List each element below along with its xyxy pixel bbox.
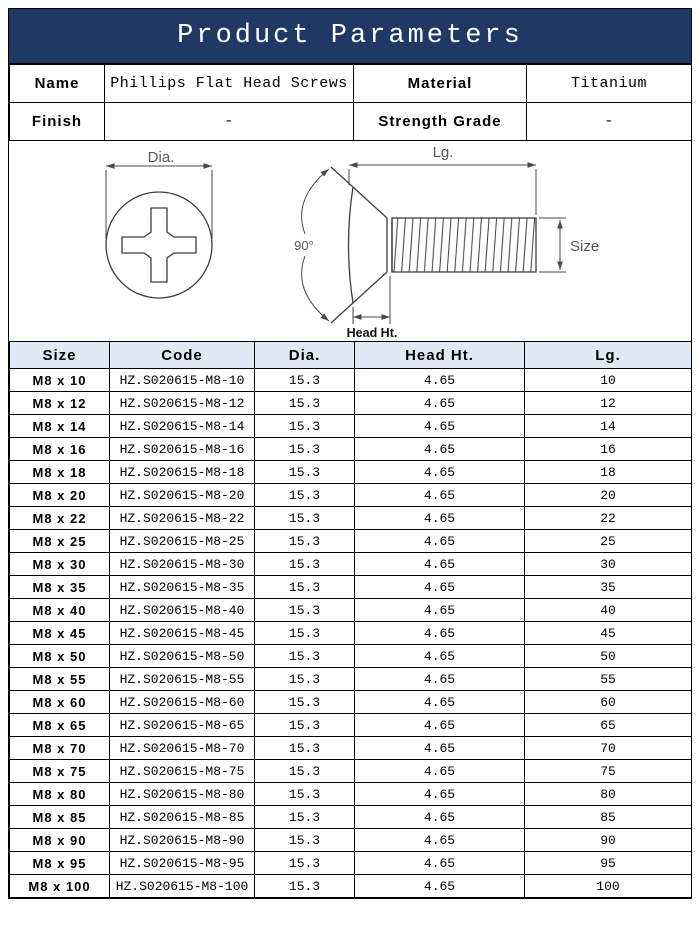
code-cell: HZ.S020615-M8-18 [110, 461, 255, 484]
header-size: Size [10, 342, 110, 369]
table-row [10, 760, 692, 783]
size-cell: M8 x 55 [10, 668, 110, 691]
lg-cell: 20 [525, 484, 692, 507]
head-ht-cell: 4.65 [355, 484, 525, 507]
dia-cell: 15.3 [255, 392, 355, 415]
dia-cell: 15.3 [255, 760, 355, 783]
size-cell: M8 x 30 [10, 553, 110, 576]
technical-drawing-panel [9, 141, 691, 341]
name-label: Name [10, 65, 105, 103]
dia-cell: 15.3 [255, 369, 355, 392]
lg-cell: 40 [525, 599, 692, 622]
side-view [294, 144, 599, 340]
size-cell: M8 x 35 [10, 576, 110, 599]
code-cell: HZ.S020615-M8-55 [110, 668, 255, 691]
table-row [10, 576, 692, 599]
dia-cell: 15.3 [255, 645, 355, 668]
code-cell: HZ.S020615-M8-60 [110, 691, 255, 714]
code-cell: HZ.S020615-M8-90 [110, 829, 255, 852]
dia-cell: 15.3 [255, 691, 355, 714]
code-cell: HZ.S020615-M8-75 [110, 760, 255, 783]
code-cell: HZ.S020615-M8-85 [110, 806, 255, 829]
size-cell: M8 x 45 [10, 622, 110, 645]
phillips-recess-outline [122, 208, 196, 282]
angle-arc-bottom [302, 256, 329, 321]
lg-dimension-label: Lg. [432, 144, 454, 161]
dia-cell: 15.3 [255, 622, 355, 645]
dia-cell: 15.3 [255, 737, 355, 760]
size-spec-table [9, 341, 692, 898]
head-ht-cell: 4.65 [355, 806, 525, 829]
head-ht-cell: 4.65 [355, 760, 525, 783]
name-value: Phillips Flat Head Screws [105, 65, 354, 103]
dia-cell: 15.3 [255, 576, 355, 599]
product-parameters-sheet [8, 8, 692, 899]
head-ht-cell: 4.65 [355, 369, 525, 392]
head-ht-cell: 4.65 [355, 783, 525, 806]
size-cell: M8 x 22 [10, 507, 110, 530]
head-ht-cell: 4.65 [355, 852, 525, 875]
size-cell: M8 x 90 [10, 829, 110, 852]
lg-cell: 75 [525, 760, 692, 783]
size-dimension-label: Size [570, 238, 600, 255]
lg-cell: 16 [525, 438, 692, 461]
head-ht-cell: 4.65 [355, 392, 525, 415]
dia-cell: 15.3 [255, 599, 355, 622]
size-cell: M8 x 60 [10, 691, 110, 714]
dia-cell: 15.3 [255, 507, 355, 530]
lg-cell: 80 [525, 783, 692, 806]
size-cell: M8 x 16 [10, 438, 110, 461]
code-cell: HZ.S020615-M8-30 [110, 553, 255, 576]
size-cell: M8 x 12 [10, 392, 110, 415]
table-row [10, 829, 692, 852]
table-row [10, 806, 692, 829]
screw-technical-drawing [9, 141, 691, 341]
size-cell: M8 x 50 [10, 645, 110, 668]
code-cell: HZ.S020615-M8-95 [110, 852, 255, 875]
head-ht-cell: 4.65 [355, 691, 525, 714]
head-cone-top [331, 167, 387, 218]
head-ht-cell: 4.65 [355, 645, 525, 668]
code-cell: HZ.S020615-M8-100 [110, 875, 255, 898]
dia-cell: 15.3 [255, 438, 355, 461]
threaded-shank [392, 218, 536, 272]
header-code: Code [110, 342, 255, 369]
table-row [10, 622, 692, 645]
head-ht-cell: 4.65 [355, 553, 525, 576]
table-row [10, 507, 692, 530]
code-cell: HZ.S020615-M8-65 [110, 714, 255, 737]
table-row [10, 691, 692, 714]
lg-cell: 60 [525, 691, 692, 714]
head-height-label: Head Ht. [346, 326, 398, 340]
head-cone-bottom [331, 272, 387, 323]
size-cell: M8 x 40 [10, 599, 110, 622]
dia-cell: 15.3 [255, 829, 355, 852]
size-cell: M8 x 80 [10, 783, 110, 806]
lg-cell: 50 [525, 645, 692, 668]
table-row [10, 392, 692, 415]
size-cell: M8 x 10 [10, 369, 110, 392]
size-cell: M8 x 95 [10, 852, 110, 875]
table-row [10, 668, 692, 691]
table-row [10, 714, 692, 737]
header-dia: Dia. [255, 342, 355, 369]
dia-cell: 15.3 [255, 415, 355, 438]
lg-cell: 45 [525, 622, 692, 645]
top-view [106, 149, 212, 298]
strength-grade-label: Strength Grade [354, 103, 527, 141]
lg-cell: 35 [525, 576, 692, 599]
size-cell: M8 x 14 [10, 415, 110, 438]
dia-dimension-label: Dia. [147, 149, 175, 166]
dia-cell: 15.3 [255, 852, 355, 875]
lg-cell: 25 [525, 530, 692, 553]
head-ht-cell: 4.65 [355, 530, 525, 553]
code-cell: HZ.S020615-M8-25 [110, 530, 255, 553]
table-row [10, 783, 692, 806]
head-ht-cell: 4.65 [355, 507, 525, 530]
lg-cell: 90 [525, 829, 692, 852]
dia-cell: 15.3 [255, 461, 355, 484]
code-cell: HZ.S020615-M8-35 [110, 576, 255, 599]
material-value: Titanium [527, 65, 692, 103]
size-cell: M8 x 20 [10, 484, 110, 507]
dia-cell: 15.3 [255, 553, 355, 576]
strength-grade-value: - [527, 103, 692, 141]
head-ht-cell: 4.65 [355, 737, 525, 760]
code-cell: HZ.S020615-M8-16 [110, 438, 255, 461]
table-row [10, 438, 692, 461]
lg-cell: 100 [525, 875, 692, 898]
info-row-name-material [10, 65, 692, 103]
product-info-table [9, 64, 692, 141]
head-face-arc [349, 187, 354, 303]
size-cell: M8 x 70 [10, 737, 110, 760]
code-cell: HZ.S020615-M8-50 [110, 645, 255, 668]
lg-cell: 65 [525, 714, 692, 737]
size-cell: M8 x 18 [10, 461, 110, 484]
header-head-ht: Head Ht. [355, 342, 525, 369]
finish-label: Finish [10, 103, 105, 141]
size-table-header-row [10, 342, 692, 369]
lg-cell: 70 [525, 737, 692, 760]
head-ht-cell: 4.65 [355, 576, 525, 599]
head-ht-cell: 4.65 [355, 599, 525, 622]
size-cell: M8 x 85 [10, 806, 110, 829]
table-row [10, 645, 692, 668]
header-lg: Lg. [525, 342, 692, 369]
size-cell: M8 x 25 [10, 530, 110, 553]
head-ht-cell: 4.65 [355, 829, 525, 852]
code-cell: HZ.S020615-M8-12 [110, 392, 255, 415]
table-row [10, 737, 692, 760]
lg-cell: 12 [525, 392, 692, 415]
head-ht-cell: 4.65 [355, 622, 525, 645]
lg-cell: 85 [525, 806, 692, 829]
code-cell: HZ.S020615-M8-20 [110, 484, 255, 507]
lg-cell: 18 [525, 461, 692, 484]
dia-cell: 15.3 [255, 783, 355, 806]
head-ht-cell: 4.65 [355, 668, 525, 691]
head-ht-cell: 4.65 [355, 875, 525, 898]
lg-cell: 14 [525, 415, 692, 438]
head-ht-cell: 4.65 [355, 714, 525, 737]
code-cell: HZ.S020615-M8-10 [110, 369, 255, 392]
table-row [10, 369, 692, 392]
code-cell: HZ.S020615-M8-80 [110, 783, 255, 806]
table-row [10, 852, 692, 875]
material-label: Material [354, 65, 527, 103]
head-ht-cell: 4.65 [355, 415, 525, 438]
dia-cell: 15.3 [255, 530, 355, 553]
info-row-finish-strength [10, 103, 692, 141]
lg-cell: 10 [525, 369, 692, 392]
page-title: Product Parameters [9, 9, 691, 64]
table-row [10, 530, 692, 553]
table-row [10, 415, 692, 438]
dia-cell: 15.3 [255, 714, 355, 737]
lg-cell: 22 [525, 507, 692, 530]
table-row [10, 599, 692, 622]
code-cell: HZ.S020615-M8-70 [110, 737, 255, 760]
size-cell: M8 x 100 [10, 875, 110, 898]
head-ht-cell: 4.65 [355, 438, 525, 461]
dia-cell: 15.3 [255, 668, 355, 691]
angle-90-label: 90° [294, 238, 314, 253]
dia-cell: 15.3 [255, 875, 355, 898]
table-row [10, 484, 692, 507]
dia-cell: 15.3 [255, 806, 355, 829]
size-cell: M8 x 65 [10, 714, 110, 737]
lg-cell: 95 [525, 852, 692, 875]
size-cell: M8 x 75 [10, 760, 110, 783]
angle-arc-top [302, 169, 329, 234]
table-row [10, 875, 692, 898]
lg-cell: 30 [525, 553, 692, 576]
lg-cell: 55 [525, 668, 692, 691]
size-table-body [10, 369, 692, 898]
finish-value: - [105, 103, 354, 141]
table-row [10, 553, 692, 576]
head-ht-cell: 4.65 [355, 461, 525, 484]
code-cell: HZ.S020615-M8-14 [110, 415, 255, 438]
code-cell: HZ.S020615-M8-40 [110, 599, 255, 622]
table-row [10, 461, 692, 484]
code-cell: HZ.S020615-M8-22 [110, 507, 255, 530]
dia-cell: 15.3 [255, 484, 355, 507]
code-cell: HZ.S020615-M8-45 [110, 622, 255, 645]
